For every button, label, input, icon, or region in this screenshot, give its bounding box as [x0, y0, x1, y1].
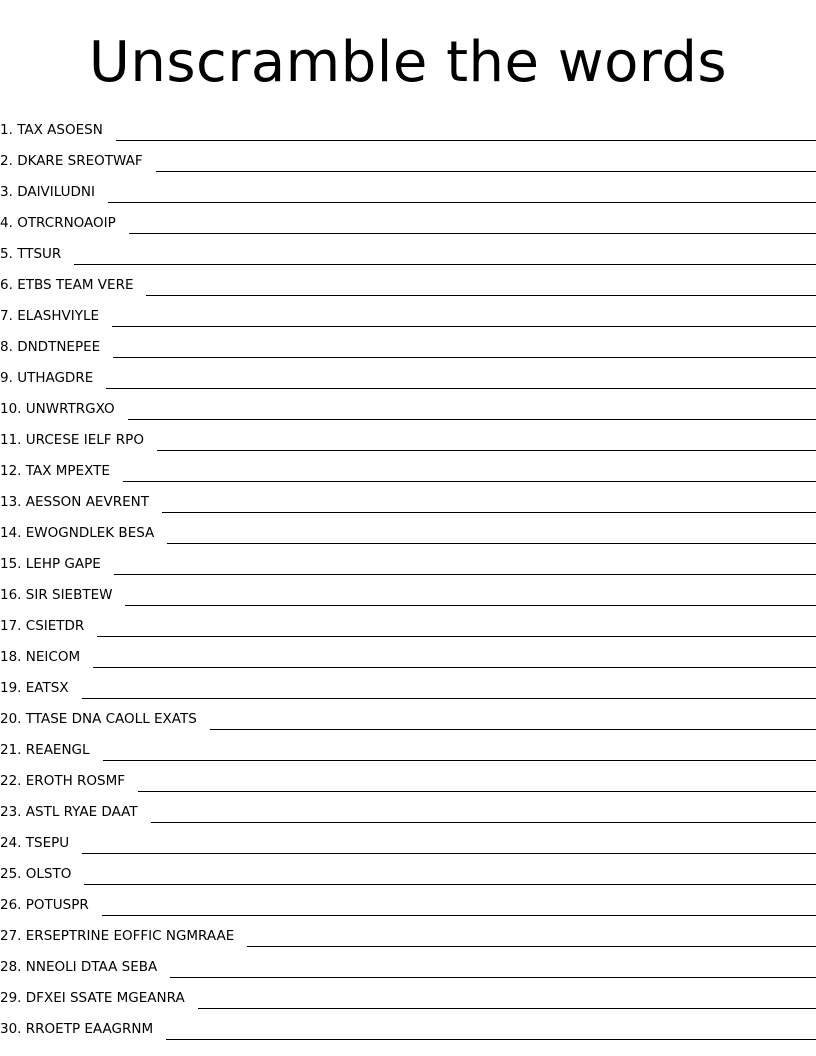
item-number: 28.	[0, 959, 22, 975]
scrambled-word: REAENGL	[25, 742, 90, 758]
scrambled-word-label	[0, 866, 71, 882]
answer-line[interactable]	[82, 698, 816, 699]
answer-line[interactable]	[151, 822, 816, 823]
item-number: 10.	[0, 401, 22, 417]
item-number: 26.	[0, 897, 22, 913]
scrambled-word-label	[0, 897, 89, 913]
scrambled-word-label	[0, 153, 143, 169]
list-item	[0, 174, 816, 205]
scrambled-word-label	[0, 742, 90, 758]
item-number: 1.	[0, 122, 13, 138]
scrambled-word: DNDTNEPEE	[17, 339, 101, 355]
item-number: 30.	[0, 1021, 22, 1037]
item-number: 14.	[0, 525, 22, 541]
scrambled-word: TTASE DNA CAOLL EXATS	[25, 711, 197, 727]
answer-line[interactable]	[74, 264, 816, 265]
scrambled-word: NEICOM	[25, 649, 81, 665]
list-item	[0, 670, 816, 701]
scrambled-word-label	[0, 959, 157, 975]
answer-line[interactable]	[97, 636, 816, 637]
list-item	[0, 453, 816, 484]
item-number: 12.	[0, 463, 22, 479]
scrambled-word: OTRCRNOAOIP	[17, 215, 116, 231]
scrambled-word: AESSON AEVRENT	[25, 494, 149, 510]
scrambled-word: UNWRTRGXO	[25, 401, 115, 417]
answer-line[interactable]	[167, 543, 816, 544]
scrambled-word: ETBS TEAM VERE	[17, 277, 134, 293]
scrambled-word-label	[0, 184, 95, 200]
item-number: 15.	[0, 556, 22, 572]
page-title: Unscramble the words	[88, 30, 728, 95]
scrambled-word-label	[0, 773, 125, 789]
list-item	[0, 887, 816, 918]
answer-line[interactable]	[128, 419, 816, 420]
list-item	[0, 422, 816, 453]
scrambled-word-label	[0, 370, 93, 386]
answer-line[interactable]	[106, 388, 816, 389]
scrambled-word-label	[0, 432, 144, 448]
answer-line[interactable]	[166, 1039, 816, 1040]
list-item	[0, 360, 816, 391]
scrambled-word: TTSUR	[17, 246, 62, 262]
list-item	[0, 949, 816, 980]
list-item	[0, 980, 816, 1011]
scrambled-word-label	[0, 525, 154, 541]
scrambled-word-label	[0, 835, 69, 851]
answer-line[interactable]	[102, 915, 816, 916]
list-item	[0, 1011, 816, 1042]
list-item	[0, 143, 816, 174]
answer-line[interactable]	[138, 791, 816, 792]
scrambled-word: OLSTO	[25, 866, 72, 882]
scrambled-word: POTUSPR	[25, 897, 89, 913]
scrambled-word-label	[0, 711, 197, 727]
scrambled-word-label	[0, 928, 234, 944]
answer-line[interactable]	[247, 946, 816, 947]
item-number: 4.	[0, 215, 13, 231]
item-number: 27.	[0, 928, 22, 944]
scrambled-word: DAIVILUDNI	[17, 184, 95, 200]
answer-line[interactable]	[108, 202, 816, 203]
scrambled-word-label	[0, 246, 61, 262]
scrambled-word-label	[0, 122, 103, 138]
item-number: 5.	[0, 246, 13, 262]
answer-line[interactable]	[170, 977, 816, 978]
item-number: 23.	[0, 804, 22, 820]
answer-line[interactable]	[125, 605, 816, 606]
answer-line[interactable]	[114, 574, 816, 575]
item-number: 16.	[0, 587, 22, 603]
answer-line[interactable]	[210, 729, 816, 730]
scrambled-word: ERSEPTRINE EOFFIC NGMRAAE	[25, 928, 235, 944]
answer-line[interactable]	[198, 1008, 816, 1009]
scrambled-word: LEHP GAPE	[25, 556, 101, 572]
answer-line[interactable]	[116, 140, 816, 141]
list-item	[0, 205, 816, 236]
scrambled-word: TSEPU	[25, 835, 70, 851]
answer-line[interactable]	[113, 357, 816, 358]
list-item	[0, 329, 816, 360]
list-item	[0, 856, 816, 887]
scrambled-word: RROETP EAAGRNM	[25, 1021, 154, 1037]
list-item	[0, 639, 816, 670]
answer-line[interactable]	[82, 853, 816, 854]
list-item	[0, 236, 816, 267]
list-item	[0, 918, 816, 949]
scrambled-word: DFXEI SSATE MGEANRA	[25, 990, 185, 1006]
scrambled-word: NNEOLI DTAA SEBA	[25, 959, 158, 975]
scrambled-word-label	[0, 649, 80, 665]
item-number: 25.	[0, 866, 22, 882]
list-item	[0, 825, 816, 856]
item-number: 13.	[0, 494, 22, 510]
scrambled-word-label	[0, 618, 84, 634]
scrambled-word-label	[0, 339, 100, 355]
scrambled-word: ASTL RYAE DAAT	[25, 804, 138, 820]
list-item	[0, 112, 816, 143]
scrambled-word: URCESE IELF RPO	[25, 432, 144, 448]
scrambled-word-label	[0, 990, 185, 1006]
item-number: 21.	[0, 742, 22, 758]
item-number: 8.	[0, 339, 13, 355]
scrambled-word-label	[0, 463, 110, 479]
item-number: 9.	[0, 370, 13, 386]
list-item	[0, 794, 816, 825]
scrambled-word: EATSX	[25, 680, 69, 696]
answer-line[interactable]	[146, 295, 816, 296]
scrambled-word-label	[0, 308, 99, 324]
list-item	[0, 608, 816, 639]
list-item	[0, 298, 816, 329]
answer-line[interactable]	[123, 481, 816, 482]
list-item	[0, 515, 816, 546]
answer-line[interactable]	[112, 326, 816, 327]
list-item	[0, 267, 816, 298]
scrambled-word-label	[0, 804, 138, 820]
item-number: 3.	[0, 184, 13, 200]
scrambled-word-label	[0, 277, 133, 293]
list-item	[0, 732, 816, 763]
answer-line[interactable]	[84, 884, 816, 885]
scrambled-word: TAX ASOESN	[17, 122, 103, 138]
scrambled-word: TAX MPEXTE	[25, 463, 110, 479]
scrambled-word-label	[0, 215, 116, 231]
item-number: 2.	[0, 153, 13, 169]
scrambled-word: EROTH ROSMF	[25, 773, 125, 789]
answer-line[interactable]	[162, 512, 816, 513]
item-number: 29.	[0, 990, 22, 1006]
scrambled-word-label	[0, 494, 149, 510]
item-number: 7.	[0, 308, 13, 324]
scrambled-word: DKARE SREOTWAF	[17, 153, 143, 169]
scrambled-word-label	[0, 587, 112, 603]
item-number: 17.	[0, 618, 22, 634]
answer-line[interactable]	[93, 667, 816, 668]
list-item	[0, 546, 816, 577]
item-number: 18.	[0, 649, 22, 665]
item-number: 11.	[0, 432, 22, 448]
scrambled-word-label	[0, 401, 115, 417]
list-item	[0, 484, 816, 515]
item-number: 24.	[0, 835, 22, 851]
list-item	[0, 391, 816, 422]
word-list	[0, 112, 816, 1042]
scrambled-word: EWOGNDLEK BESA	[25, 525, 155, 541]
scrambled-word: ELASHVIYLE	[17, 308, 100, 324]
scrambled-word-label	[0, 556, 101, 572]
item-number: 20.	[0, 711, 22, 727]
scrambled-word-label	[0, 1021, 153, 1037]
answer-line[interactable]	[157, 450, 816, 451]
scrambled-word: SIR SIEBTEW	[25, 587, 113, 603]
answer-line[interactable]	[156, 171, 816, 172]
scrambled-word: UTHAGDRE	[17, 370, 94, 386]
item-number: 6.	[0, 277, 13, 293]
answer-line[interactable]	[103, 760, 816, 761]
list-item	[0, 577, 816, 608]
list-item	[0, 701, 816, 732]
item-number: 22.	[0, 773, 22, 789]
scrambled-word: CSIETDR	[25, 618, 85, 634]
answer-line[interactable]	[129, 233, 816, 234]
scrambled-word-label	[0, 680, 69, 696]
item-number: 19.	[0, 680, 22, 696]
list-item	[0, 763, 816, 794]
